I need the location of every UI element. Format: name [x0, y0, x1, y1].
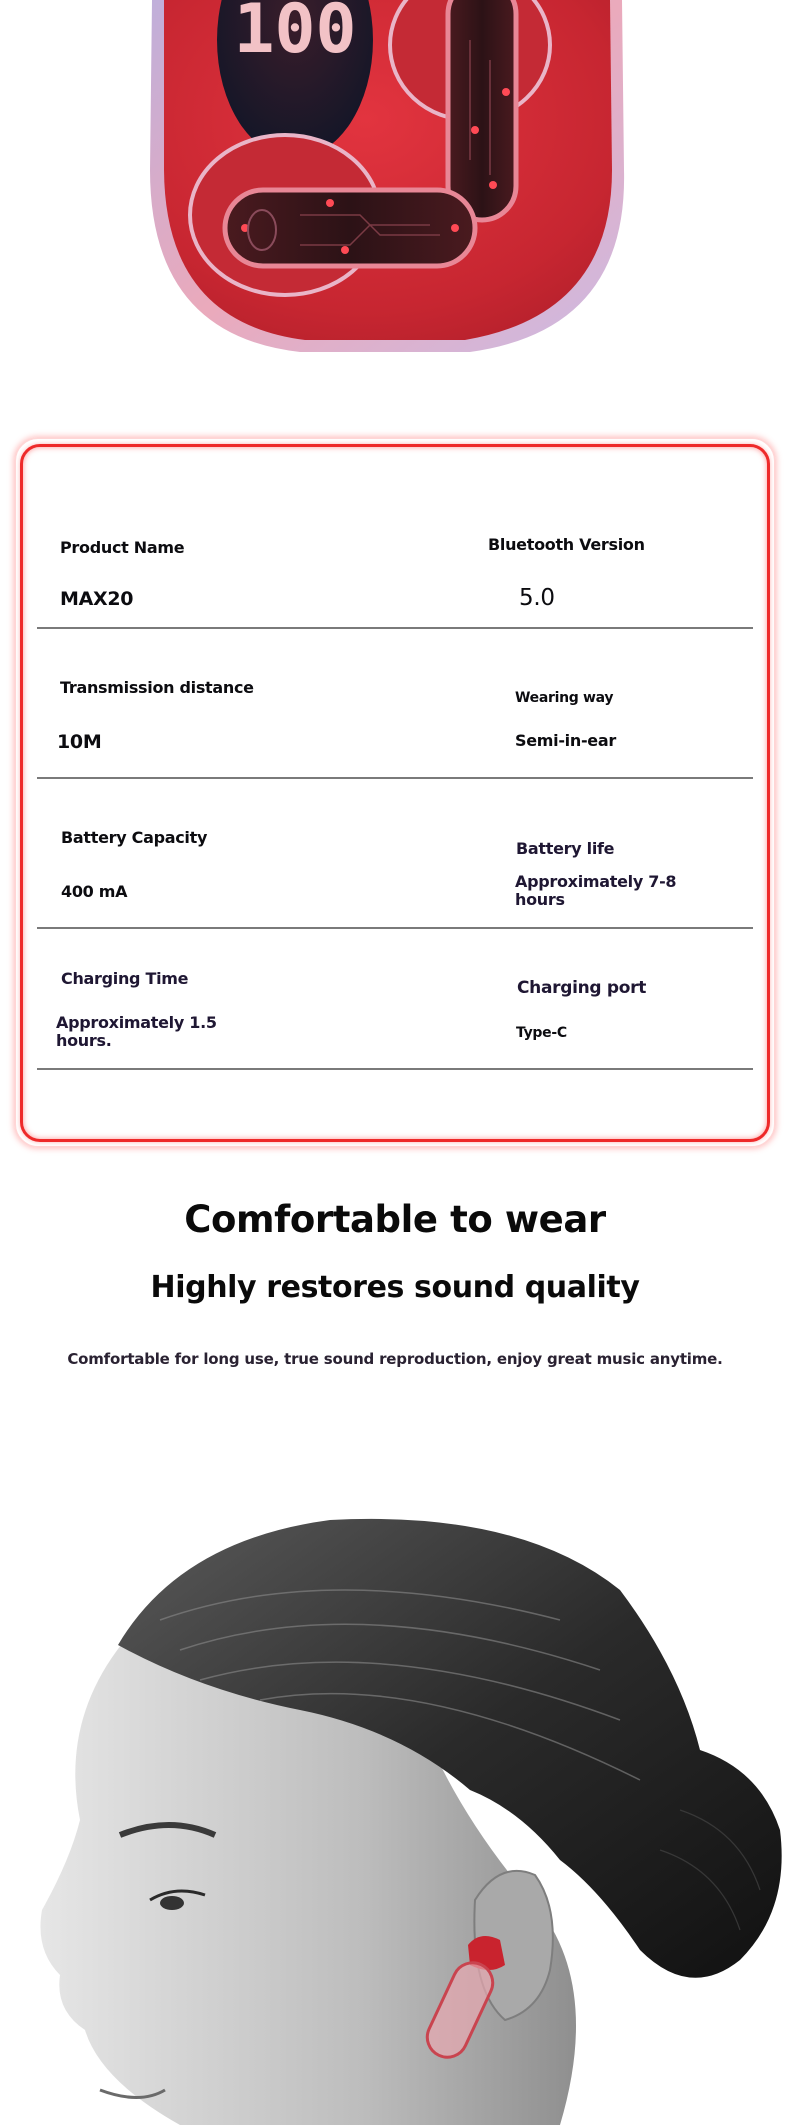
spec-label-battery-capacity: Battery Capacity — [61, 828, 208, 847]
spec-value-transmission-distance: 10M — [57, 731, 102, 753]
spec-label-bluetooth-version: Bluetooth Version — [488, 535, 645, 554]
spec-label-charging-time: Charging Time — [61, 969, 189, 988]
spec-label-product-name: Product Name — [60, 538, 185, 557]
spec-divider — [37, 1068, 753, 1070]
spec-value-product-name: MAX20 — [60, 588, 134, 610]
spec-label-battery-life: Battery life — [516, 839, 615, 858]
spec-value-bluetooth-version: 5.0 — [519, 585, 555, 611]
spec-value-battery-life-line1: Approximately 7-8 — [515, 872, 677, 891]
model-wearing-earbud-image — [0, 1390, 790, 2125]
spec-divider — [37, 627, 753, 629]
battery-display-text: 100 — [233, 0, 357, 69]
spec-label-wearing-way: Wearing way — [515, 690, 614, 706]
spec-divider — [37, 777, 753, 779]
spec-value-charging-time-line1: Approximately 1.5 — [56, 1013, 217, 1032]
feature-subtitle: Highly restores sound quality — [150, 1270, 640, 1305]
spec-divider — [37, 927, 753, 929]
feature-title: Comfortable to wear — [184, 1198, 606, 1241]
spec-value-charging-port: Type-C — [516, 1025, 567, 1041]
spec-value-battery-life-line2: hours — [515, 890, 565, 909]
spec-label-charging-port: Charging port — [517, 978, 647, 998]
spec-value-battery-capacity: 400 mA — [61, 882, 128, 901]
spec-value-charging-time-line2: hours. — [56, 1031, 112, 1050]
feature-description: Comfortable for long use, true sound reproduction, enjoy great music anytime. — [67, 1350, 723, 1368]
product-case-image — [0, 0, 790, 380]
spec-value-wearing-way: Semi-in-ear — [515, 731, 616, 750]
spec-label-transmission-distance: Transmission distance — [60, 678, 254, 697]
